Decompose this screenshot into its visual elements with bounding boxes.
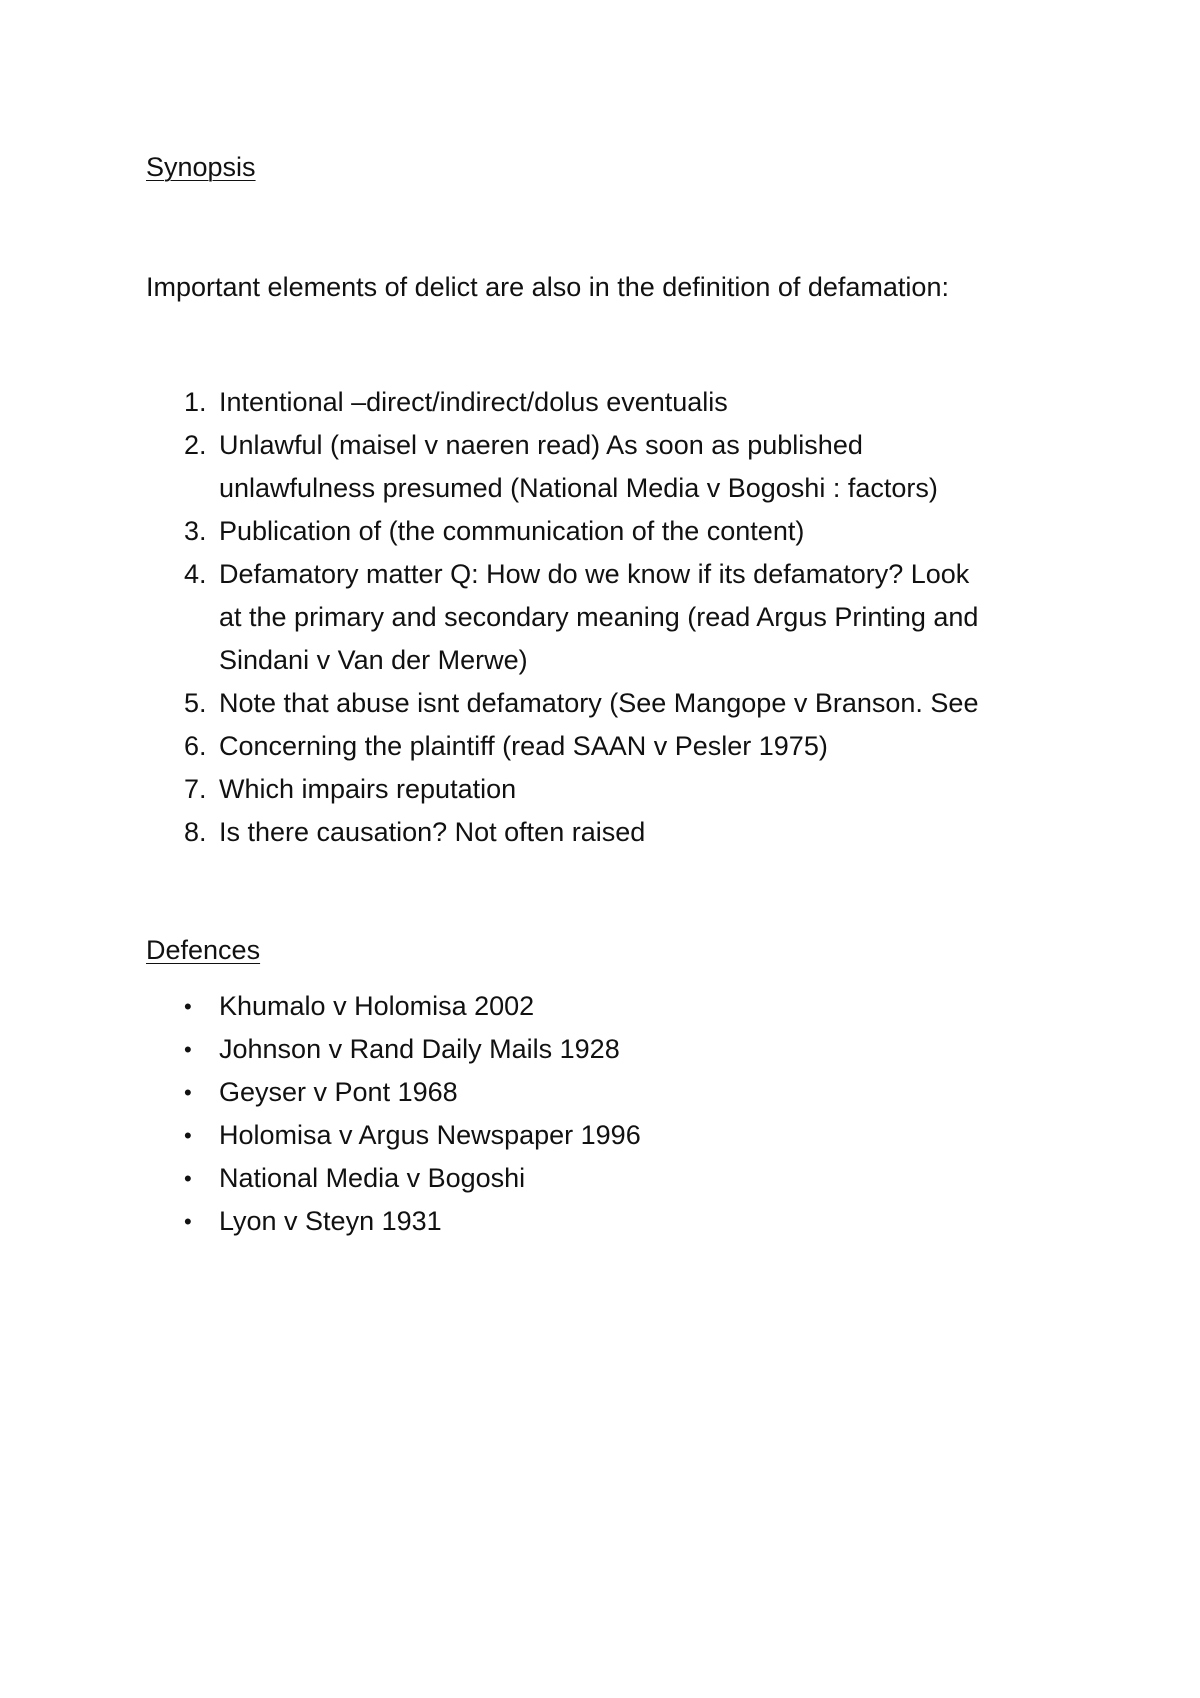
bullet-icon: •	[184, 1166, 192, 1191]
list-item-text: Lyon v Steyn 1931	[219, 1206, 442, 1236]
bullet-icon: •	[184, 1123, 192, 1148]
list-item-text: Holomisa v Argus Newspaper 1996	[219, 1120, 641, 1150]
list-item	[146, 510, 1106, 553]
list-item-text: Sindani v Van der Merwe)	[219, 645, 528, 675]
bullet-icon: •	[184, 994, 192, 1019]
bullet-icon: •	[184, 1209, 192, 1234]
list-item-text: Concerning the plaintiff (read SAAN v Pesler 1975)	[219, 731, 828, 761]
defences-bullet-list	[146, 985, 641, 1243]
list-number: 4.	[184, 559, 207, 589]
list-number: 8.	[184, 817, 207, 847]
list-item-text: Defamatory matter Q: How do we know if its defamatory? Look	[219, 559, 970, 589]
list-item	[146, 768, 1106, 811]
intro-paragraph: Important elements of delict are also in the definition of defamation:	[146, 272, 949, 302]
list-item-text: Johnson v Rand Daily Mails 1928	[219, 1034, 620, 1064]
list-item-text: National Media v Bogoshi	[219, 1163, 526, 1193]
list-item	[146, 381, 1106, 424]
bullet-icon: •	[184, 1037, 192, 1062]
list-item-text: Publication of (the communication of the content)	[219, 516, 805, 546]
list-number: 2.	[184, 430, 207, 460]
list-item-text: Geyser v Pont 1968	[219, 1077, 458, 1107]
list-item	[146, 1071, 641, 1114]
list-item-text: Unlawful (maisel v naeren read) As soon as published	[219, 430, 863, 460]
list-item-text: at the primary and secondary meaning (read Argus Printing and	[219, 602, 979, 632]
list-item-text: Note that abuse isnt defamatory (See Mangope v Branson. See	[219, 688, 979, 718]
list-item	[146, 1028, 641, 1071]
synopsis-heading: Synopsis	[146, 152, 256, 182]
list-number: 3.	[184, 516, 207, 546]
list-item	[146, 1200, 641, 1243]
elements-numbered-list	[146, 381, 1106, 854]
list-item-text: Khumalo v Holomisa 2002	[219, 991, 535, 1021]
list-item-text: Is there causation? Not often raised	[219, 817, 646, 847]
list-item-text: unlawfulness presumed (National Media v Bogoshi : factors)	[219, 473, 938, 503]
list-item	[146, 553, 1106, 682]
list-item	[146, 682, 1106, 725]
list-item	[146, 424, 1106, 510]
list-number: 5.	[184, 688, 207, 718]
bullet-icon: •	[184, 1080, 192, 1105]
list-item-text: Intentional –direct/indirect/dolus eventualis	[219, 387, 728, 417]
list-item	[146, 1114, 641, 1157]
list-item	[146, 985, 641, 1028]
list-number: 7.	[184, 774, 207, 804]
list-item	[146, 725, 1106, 768]
list-item-text: Which impairs reputation	[219, 774, 517, 804]
list-item	[146, 811, 1106, 854]
list-item	[146, 1157, 641, 1200]
list-number: 6.	[184, 731, 207, 761]
list-number: 1.	[184, 387, 207, 417]
defences-heading: Defences	[146, 935, 261, 965]
